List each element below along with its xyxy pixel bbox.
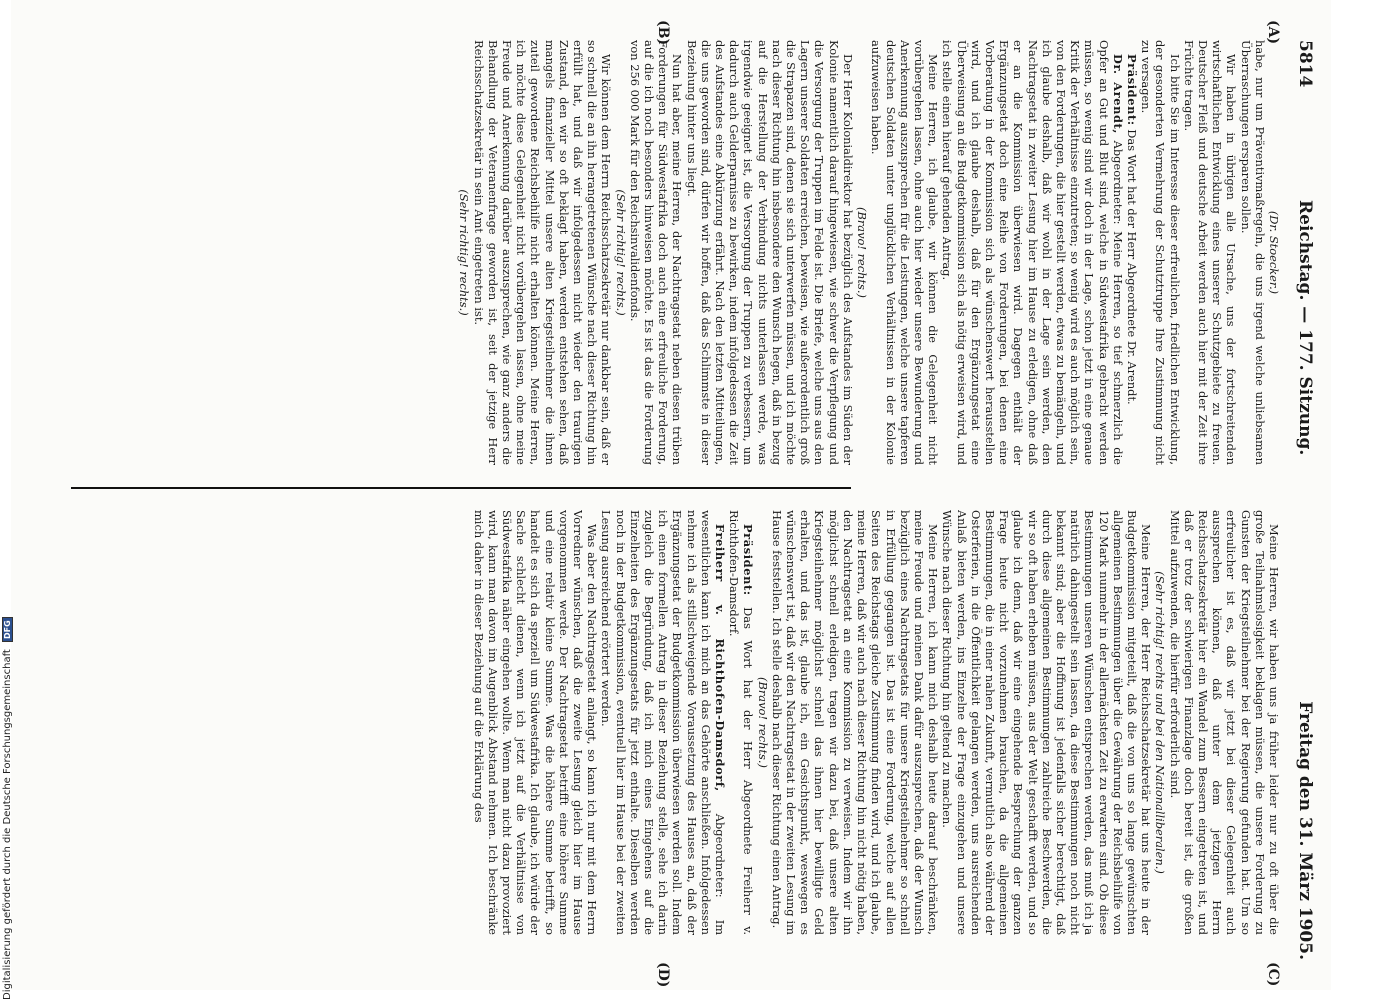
paragraph <box>628 40 685 465</box>
margin-mark-d: (D) <box>655 962 671 988</box>
interjection: (Bravo! rechts.) <box>855 207 870 298</box>
paragraph-text: Meine Herren, wir haben uns ja früher leider nur zu oft über die große Teilnahmslosigkeit beklagen müssen, die unsere Forderung zu Gunsten der Kriegsteilnehmer bei der Regierung gefunden hat. Um so erfreulicher ist es, daß wir jetzt bei dieser Gelegenheit auch aussprechen können, daß unter dem jetzigen Herrn Reichsschatzsekretär hier ein Wandel zum Bessern eingetreten ist, und daß er trotz der schwierigen Finanzlage doch bereit ist, die großen Mittel aufzuwenden, die hierfür erforderlich sind. <box>1167 510 1281 935</box>
paragraph <box>770 510 940 935</box>
document-page <box>11 0 1331 990</box>
paragraph <box>471 40 613 465</box>
paragraph-text: Wir haben in übrigen alle Ursache, uns der fortschreitenden wirtschaftlichen Entwicklung eines unserer Schutzgebiete zu freuen. Deutscher Fleiß und deutsche Arbeit werden auch hier mit der Zeit ihre Früchte tragen. <box>1181 40 1239 465</box>
margin-mark-b: (B) <box>655 20 671 46</box>
interjection: (Sehr richtig! rechts und bei den Nationalliberalen.) <box>1153 571 1168 874</box>
paragraph-text: Das Wort hat der Herr Abgeordnete Freiherr v. Richthofen-Damsdorf. <box>727 510 756 935</box>
paragraph <box>940 40 1125 465</box>
paragraph-text: Nun hat aber, meine Herren, der Nachtragsetat neben diesen trüben Forderungen für Südwestafrika doch auch eine erfreuliche Forderung, auf die ich noch besonders hinweisen möchte. Es ist das die Forderung von 256 000 Mark für den Reichsinvalidenfonds. <box>627 40 685 465</box>
paragraph-text: Meine Herren, ich kann mich deshalb heute darauf beschränken, meine Freude und meinen Dank dafür auszusprechen, daß der Wunsch bezüglich eines Nachtragsetats für unsere Kriegsteilnehmer so schnell in Erfüllung gegangen ist. Das ist eine Forderung, welche auf allen Seiten des Reichstags gleiche Zustimmung finden wird, und ich glaube, meine Herren, daß wir auch nach dieser Richtung hin nicht nötig haben, den Nachtragsetat an eine Kommission zu verweisen. Indem wir ihn möglichst schnell erledigen, tragen wir dazu bei, daß unsere alten Kriegsteilnehmer möglichst schnell das ihnen hier bewilligte Geld erhalten, und das ist, glaube ich, ein Gesichtspunkt, weswegen es wünschenswert ist, daß wir den Nachtragsetat in der zweiten Lesung im Hause feststellen. Ich stelle deshalb nach dieser Richtung einen Antrag. <box>769 510 941 935</box>
margin-mark-c: (C) <box>1265 962 1281 987</box>
dfg-logo: DFG <box>2 617 13 642</box>
paragraph-text: Meine Herren, der Herr Reichsschatzsekretär hat uns heute in der Budgetkommission mitgeteilt, daß die von uns so lange gewünschten allgemeinen Bestimmungen über die Gewährung der Reichsbeihilfe von 120 Mark nunmehr in der allernächsten Zeit zu erwarten sind. Ob diese Bestimmungen unseren Wünschen entsprechen werden, das muß ich ja natürlich dahingestellt sein lassen, da diese Bestimmungen noch nicht bekannt sind; aber die Hoffnung ist jedenfalls sicher berechtigt, daß durch diese allgemeinen Bestimmungen zahlreiche Beschwerden, die wir so oft haben erheben müssen, aus der Welt geschafft werden, und so glaube ich denn, daß wir eine eingehende Besprechung der ganzen Frage heute nicht vorzunehmen brauchen, da die allgemeinen Bestimmungen, die in einer nahen Zukunft, vermutlich also während der Osterferien, in die Öffentlichkeit gelangen werden, uns ausreichenden Anlaß bieten werden, ins Einzelne der Frage einzugehen und unsere Wünsche nach dieser Richtung hin geltend zu machen. <box>940 510 1154 935</box>
session-date: Freitag den 31. März 1905. <box>1295 701 1315 960</box>
page-header <box>1289 40 1319 960</box>
session-title: Reichstag. — 177. Sitzung. <box>1295 200 1315 456</box>
left-column <box>21 40 1281 465</box>
paragraph-text: Ich bitte Sie im Interesse dieser erfreulichen, friedlichen Entwicklung, der gesonderten Vermehrung der Schutztruppe Ihre Zustimmung nicht zu versagen. <box>1139 40 1182 465</box>
digitization-text: Digitalisierung gefördert durch die Deutsche Forschungsgemeinschaft <box>2 649 13 1000</box>
speaker-name: Dr. Arendt, <box>1110 54 1125 134</box>
paragraph <box>471 510 599 935</box>
interjection: (Dr. Stoecker.) <box>1267 210 1281 295</box>
paragraph <box>1167 510 1281 935</box>
interjection: (Bravo! rechts.) <box>755 677 770 768</box>
paragraph <box>940 510 1153 935</box>
paragraph <box>1238 40 1266 465</box>
paragraph <box>1182 40 1239 465</box>
interjection: (Sehr richtig! rechts.) <box>613 189 628 316</box>
right-column <box>21 510 1281 935</box>
paragraph-text: Was aber den Nachtragsetat anlangt, so kann ich nur mit dem Herrn Vorredner wünschen, daß die zweite Lesung gleich hier im Hause vorgenommen werde. Der Nachtragsetat betrifft eine höhere Summe und eine relativ kleine Summe. Was die höhere Summe betrifft, so handelt es sich da speziell um Südwestafrika. Ich glaube, ich würde der Sache schlecht dienen, wenn ich jetzt auf die Verhältnisse von Südwestafrika näher eingehen wollte. Wenn man nicht dazu provoziert wird, kann man davon im Augenblick Abstand nehmen. Ich beschränke mich daher in dieser Beziehung auf die Erklärung des <box>471 510 600 935</box>
interjection: (Sehr richtig! rechts.) <box>457 189 472 316</box>
speaker-name: Präsident: <box>1124 54 1139 126</box>
paragraph <box>684 40 854 465</box>
paragraph-text: Der Herr Kolonialdirektor hat bezüglich des Aufstandes im Süden der Kolonie namentlich darauf hingewiesen, wie schwer die Verpflegung und die Versorgung der Truppen im Felde ist. Die Briefe, welche uns aus den Lagern unserer Soldaten erreichen, beweisen, wie außerordentlich groß die Strapazen sind, denen sie sich unterwerfen müssen, und ich möchte nach dieser Richtung hin insbesondere den Wunsch hegen, daß in bezug auf die Herstellung der Verbindung nichts unterlassen werde, was irgendwie geeignet ist, die Versorgung der Truppen zu verbessern, um dadurch auch Gelderparnisse zu bewirken, indem infolgedessen die Zeit des Aufstandes eine Abkürzung erfährt. Nach den letzten Mitteilungen, die uns geworden sind, dürfen wir hoffen, daß das Schlimmste in dieser Beziehung hinter uns liegt. <box>684 40 855 465</box>
paragraph <box>1139 40 1182 465</box>
speaker-name: Präsident: <box>741 524 756 596</box>
column-rule <box>71 487 851 489</box>
digitization-note <box>2 600 14 1000</box>
paragraph <box>869 40 940 465</box>
paragraph-text: Abgeordneter: Im wesentlichen kann ich mich an das Gehörte anschließen. Infolgedessen nehme ich als stillschweigende Voraussetzung des Hauses an, daß der Ergänzungsetat der Budgetkommission überwiesen werden soll. Indem ich einen formellen Antrag in dieser Beziehung stelle, sehe ich darin zugleich die Begründung, daß ich mich eines Eingehens auf die Einzelheiten des Ergänzungsetats für jetzt enthalte. Dieselben werden noch in der Budgetkommission, eventuell hier im Hause bei der zweiten Lesung ausreichend erörtert werden. <box>599 510 728 935</box>
paragraph-text: habe, nur um Präventivmaßregeln, die uns irgend welche unliebsamen Überraschungen ersparen sollen. <box>1238 40 1267 465</box>
paragraph <box>727 510 755 935</box>
paragraph-text: Das Wort hat der Herr Abgeordnete Dr. Arendt. <box>1124 125 1139 405</box>
paragraph-text: Abgeordneter: Meine Herren, so tief schmerzlich die Opfer an Gut und Blut sind, welche in Südwestafrika gebracht werden müssen, so wenig sind wir doch in der Lage, schon jetzt in eine genaue Kritik der Verhältnisse einzutreten; so wenig wird es auch möglich sein, von den Forderungen, die hier gestellt werden, etwas zu bemängeln, und ich glaube deshalb, daß wir wohl in der Lage sein werden, den Nachtragsetat in zweiter Lesung hier im Hause zu erledigen, ohne daß er an die Kommission überwiesen wird. Dagegen enthält der Ergänzungsetat doch eine Reihe von Forderungen, bei denen eine Vorberatung in der Kommission sich als wünschenswert herausstellen wird, und ich glaube deshalb, daß für den Ergänzungsetat eine Überweisung an die Budgetkommission sich als nötig erweisen wird, und ich stelle einen hierauf gehenden Antrag. <box>940 40 1125 465</box>
margin-mark-a: (A) <box>1265 20 1281 45</box>
paragraph-text: Meine Herren, ich glaube, wir können die Gelegenheit nicht vorübergehen lassen, ohne auch hier wieder unsere Bewunderung und Anerkennung auszusprechen für die Leistungen, welche unsere tapferen deutschen Soldaten unter unglücklichen Verhältnissen in der Kolonie aufzuweisen haben. <box>869 40 941 465</box>
page-number: 5814 <box>1295 40 1315 88</box>
speaker-name: Freiherr v. Richthofen-Damsdorf, <box>713 524 728 792</box>
paragraph <box>1125 40 1139 465</box>
paragraph <box>599 510 727 935</box>
paragraph-text: Wir können dem Herrn Reichsschatzsekretär nur dankbar sein, daß er so schnell die an ihn herangetretenen Wünsche nach dieser Richtung hin erfüllt hat, und daß wir infolgedessen nicht wieder den traurigen Zustand, den wir so oft beklagt haben, werden entstehen sehen, daß mangels finanzieller Mittel unsere alten Kriegsteilnehmer die ihnen zuteil gewordene Reichsbeihilfe nicht erhalten können. Meine Herren, ich möchte diese Gelegenheit nicht vorübergehen lassen, ohne meine Freude und Anerkennung darüber auszusprechen, wie ganz anders die Behandlung der Veteranenfrage geworden ist, seit der jetzige Herr Reichsschatzsekretär in sein Amt eingetreten ist. <box>471 40 614 465</box>
